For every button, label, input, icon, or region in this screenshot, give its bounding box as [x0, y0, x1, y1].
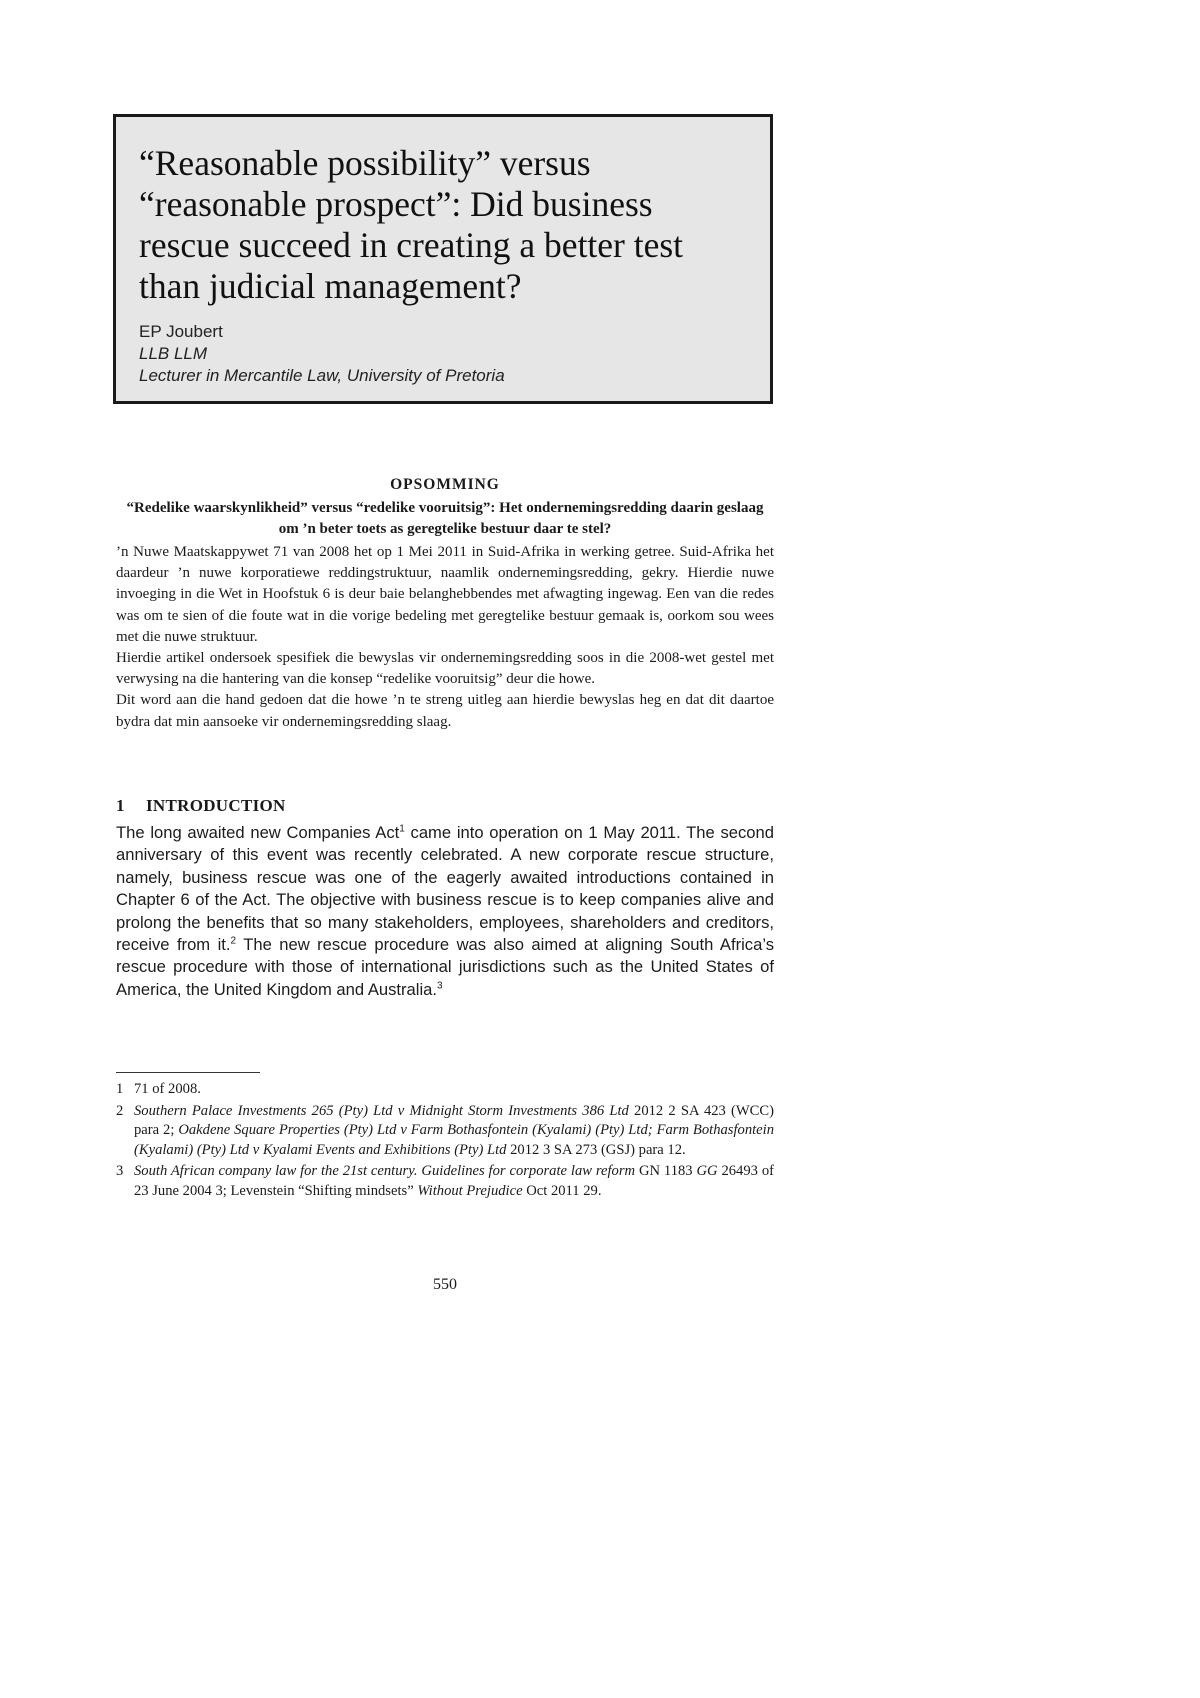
footnote-text — [134, 1162, 774, 1201]
summary-heading: OPSOMMING — [390, 476, 500, 493]
summary-paragraph: ’n Nuwe Maatskappywet 71 van 2008 het op 1 Mei 2011 in Suid-Afrika in werking getree. Suid-Afrika het daardeur ’n nuwe korporatiewe reddingstruktuur, naamlik ondernemingsredding, gekry. Hierdie nuwe invoeging in die Wet in Hoofstuk 6 is deur baie belanghebbendes met afwagting ingewag. Een van die redes was om te sien of die foute wat in die vorige bedeling met geregtelike bestuur gemaak is, oorkom sou wees met die nuwe struktuur. — [116, 544, 774, 645]
author-degree: LLB LLM — [139, 344, 208, 363]
section-heading — [116, 796, 774, 816]
citation-text: GN 1183 — [635, 1163, 697, 1180]
section-title: INTRODUCTION — [146, 796, 286, 815]
footnote-ref-1[interactable]: 1 — [399, 823, 405, 835]
introduction-paragraph — [116, 822, 774, 1001]
footnote-number: 1 — [116, 1081, 124, 1097]
footnote-ref-3[interactable]: 3 — [437, 980, 443, 992]
source-title: Without Prejudice — [417, 1182, 523, 1199]
citation-text: 26493 of 23 June 2004 3; Levenstein “Shifting mindsets” — [134, 1163, 774, 1199]
case-citation: Oakdene Square Properties (Pty) Ltd v Farm Bothasfontein (Kyalami) (Pty) Ltd; Farm Bothasfontein (Kyalami) (Pty) Ltd v Kyalami Events and Exhibitions (Pty) Ltd — [134, 1122, 774, 1158]
footnote-number: 2 — [116, 1102, 124, 1119]
footnote-text — [134, 1102, 774, 1161]
footnote-1 — [116, 1080, 774, 1100]
author-block — [139, 321, 748, 387]
summary-section — [116, 476, 774, 733]
footnote-divider — [116, 1072, 260, 1073]
footnote-2 — [116, 1102, 774, 1161]
section-number: 1 — [116, 796, 125, 815]
intro-text: came into operation on 1 May 2011. The second anniversary of this event was recently celebrated. A new corporate rescue structure, namely, business rescue was one of the eagerly awaited introductions contained in Chapter 6 of the Act. The objective with business rescue is to keep companies alive and prolong the benefits that so many stakeholders, employees, shareholders and creditors, receive from it. — [116, 823, 774, 955]
page-number: 550 — [433, 1276, 457, 1293]
summary-subheading: “Redelike waarskynlikheid” versus “redelike vooruitsig”: Het ondernemingsredding daarin geslaag om ’n beter toets as geregtelike bestuur daar te stel? — [126, 500, 764, 537]
footnotes — [116, 1080, 774, 1204]
intro-text: The long awaited new Companies Act — [116, 823, 400, 842]
source-title: South African company law for the 21st century. Guidelines for corporate law reform — [134, 1163, 636, 1180]
title-box — [113, 114, 773, 404]
intro-text: The new rescue procedure was also aimed at aligning South Africa’s rescue procedure with those of international jurisdictions such as the United States of America, the United Kingdom and Australia. — [116, 935, 774, 999]
footnote-number: 3 — [116, 1163, 124, 1180]
introduction-section — [116, 796, 774, 1001]
author-position: Lecturer in Mercantile Law, University of Pretoria — [139, 366, 505, 385]
author-name: EP Joubert — [139, 322, 223, 341]
citation-text: Oct 2011 29. — [522, 1182, 602, 1199]
footnote-text: 71 of 2008. — [134, 1081, 201, 1097]
article-title: “Reasonable possibility” versus “reasonable prospect”: Did business rescue succeed in creating a better test than judicial management? — [139, 143, 684, 306]
source-title: GG — [696, 1163, 718, 1180]
footnote-3 — [116, 1162, 774, 1201]
summary-paragraph: Hierdie artikel ondersoek spesifiek die bewyslas vir ondernemingsredding soos in die 2008-wet gestel met verwysing na die hantering van die konsep “redelike vooruitsig” deur die howe. — [116, 650, 774, 688]
summary-paragraph: Dit word aan die hand gedoen dat die howe ’n te streng uitleg aan hierdie bewyslas heg en dat dit daartoe bydra dat min aansoeke vir ondernemingsredding slaag. — [116, 692, 774, 730]
footnote-ref-2[interactable]: 2 — [230, 935, 237, 947]
case-citation: Southern Palace Investments 265 (Pty) Ltd v Midnight Storm Investments 386 Ltd — [134, 1102, 629, 1119]
citation-text: 2012 2 SA 423 (WCC) para 2; — [134, 1102, 774, 1139]
citation-text: 2012 3 SA 273 (GSJ) para 12. — [506, 1141, 686, 1158]
